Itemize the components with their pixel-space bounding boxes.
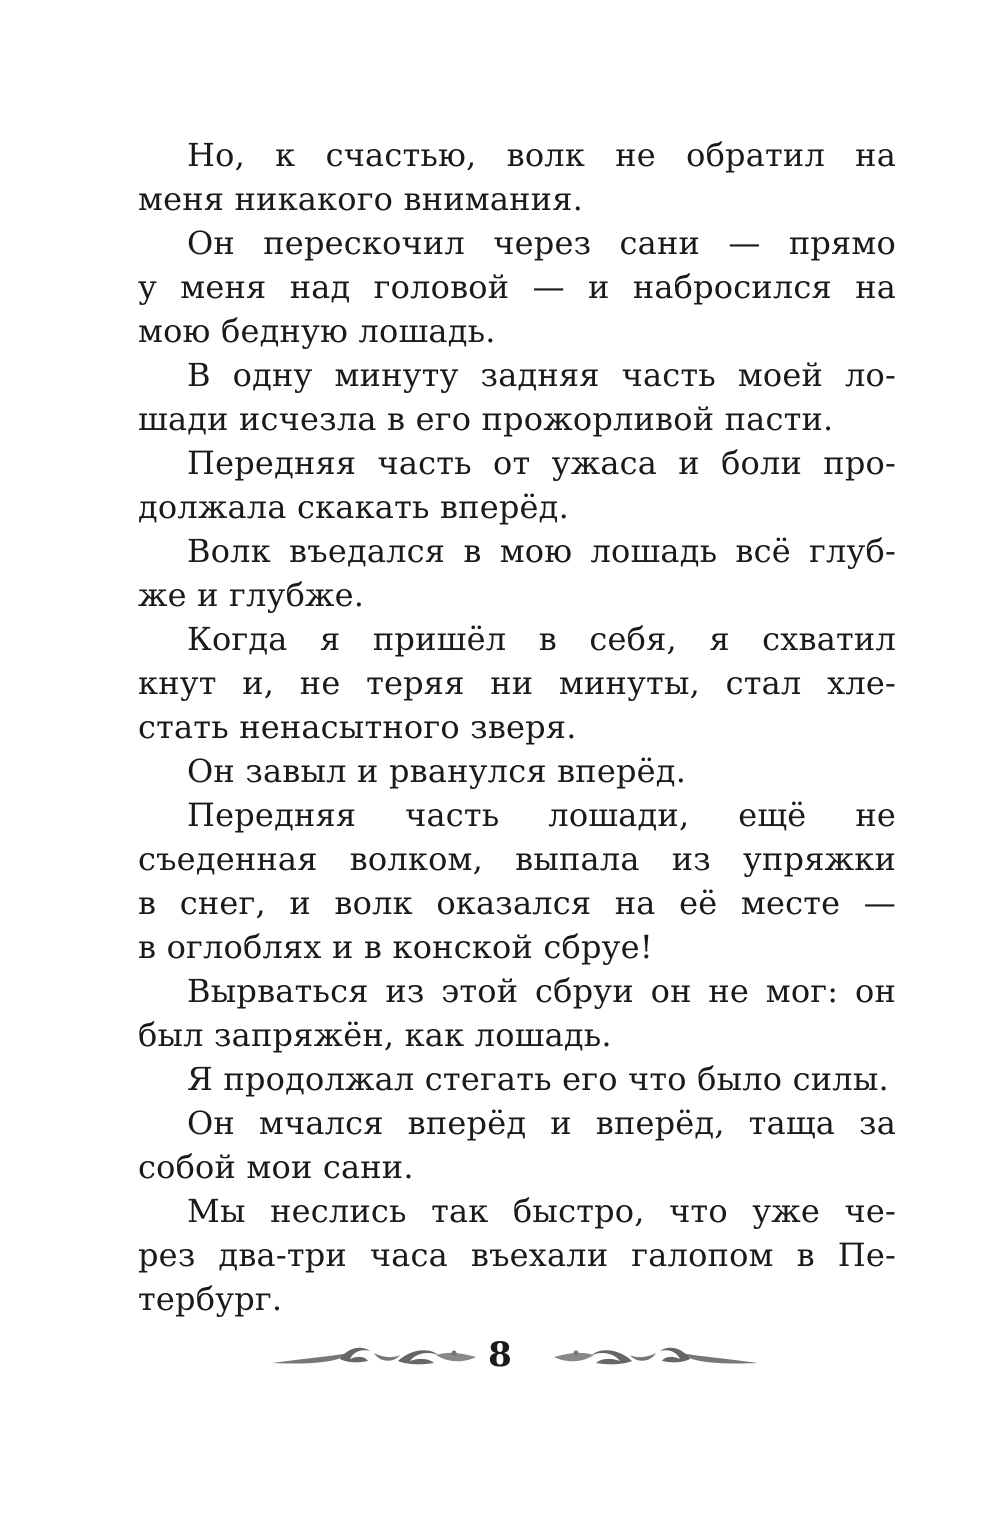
paragraph (138, 221, 896, 353)
text-line: в снег, и волк оказался на её месте — (138, 884, 896, 922)
text-line: Он перескочил через сани — прямо (187, 224, 896, 262)
text-line: съеденная волком, выпала из упряжки (138, 840, 896, 878)
text-line: Передняя часть от ужаса и боли про- (187, 444, 896, 482)
paragraph (138, 749, 896, 793)
text-line: Вырваться из этой сбруи он не мог: он (187, 972, 896, 1010)
text-line: Он мчался вперёд и вперёд, таща за (187, 1104, 896, 1142)
text-line: Я продолжал стегать его что было силы. (187, 1060, 889, 1098)
text-line: был запряжён, как лошадь. (138, 1016, 612, 1054)
paragraph (138, 969, 896, 1057)
text-line: Он завыл и рванулся вперёд. (187, 752, 687, 790)
paragraph (138, 353, 896, 441)
decorative-flourish-icon (270, 1341, 480, 1371)
paragraph (138, 441, 896, 529)
text-line: в оглоблях и в конской сбруе! (138, 928, 653, 966)
page-footer (0, 1333, 1000, 1383)
text-line: Но, к счастью, волк не обратил на (187, 136, 896, 174)
text-line: стать ненасытного зверя. (138, 708, 577, 746)
text-line: мою бедную лошадь. (138, 312, 496, 350)
text-line: Мы неслись так быстро, что уже че- (187, 1192, 896, 1230)
text-line: кнут и, не теряя ни минуты, стал хле- (138, 664, 896, 702)
page-number: 8 (488, 1335, 512, 1375)
text-line: тербург. (138, 1280, 283, 1318)
paragraph (138, 617, 896, 749)
page-text (138, 133, 896, 1321)
decorative-flourish-icon (550, 1341, 760, 1371)
paragraph (138, 1101, 896, 1189)
text-line: Когда я пришёл в себя, я схватил (187, 620, 896, 658)
text-line: у меня над головой — и набросился на (138, 268, 896, 306)
text-line: шади исчезла в его прожорливой пасти. (138, 400, 834, 438)
paragraph (138, 1189, 896, 1321)
text-line: Передняя часть лошади, ещё не (187, 796, 896, 834)
paragraph (138, 793, 896, 969)
text-line: рез два-три часа въехали галопом в Пе- (138, 1236, 896, 1274)
text-line: должала скакать вперёд. (138, 488, 569, 526)
paragraph (138, 529, 896, 617)
text-line: Волк въедался в мою лошадь всё глуб- (187, 532, 896, 570)
paragraph (138, 133, 896, 221)
text-line: меня никакого внимания. (138, 180, 583, 218)
text-line: собой мои сани. (138, 1148, 414, 1186)
paragraph (138, 1057, 896, 1101)
text-line: же и глубже. (138, 576, 365, 614)
text-line: В одну минуту задняя часть моей ло- (187, 356, 896, 394)
